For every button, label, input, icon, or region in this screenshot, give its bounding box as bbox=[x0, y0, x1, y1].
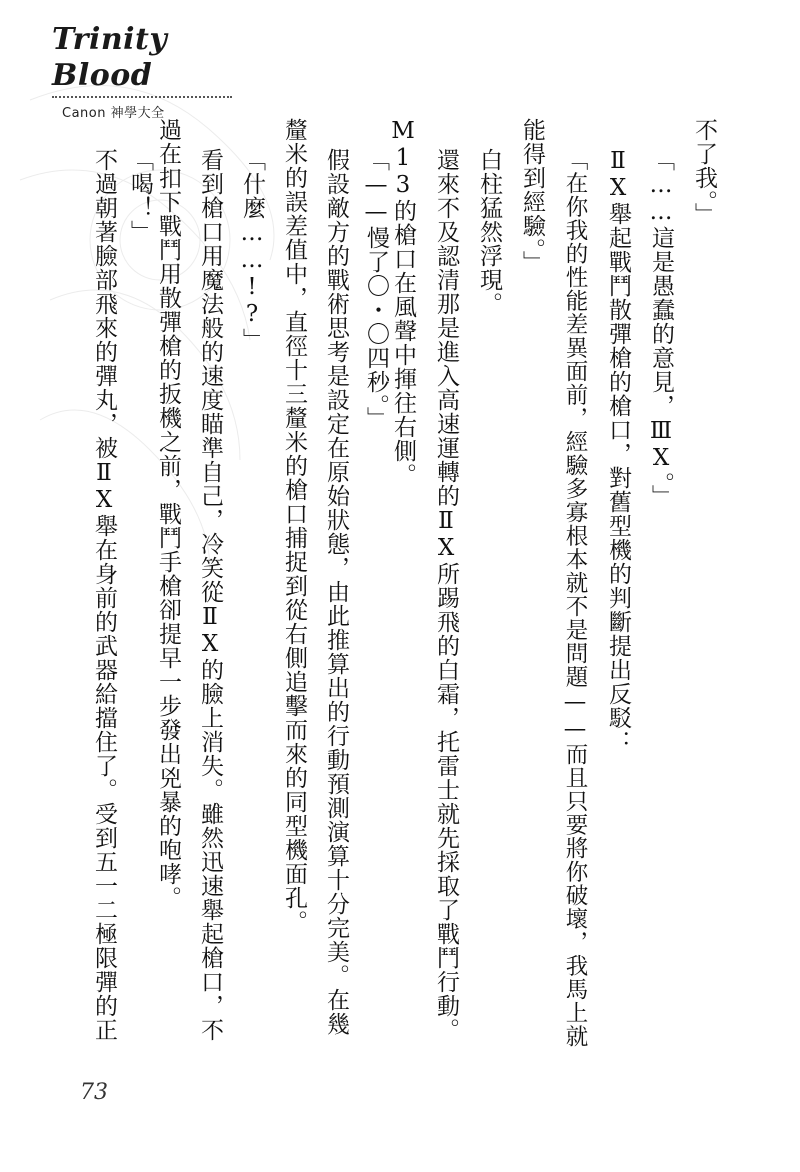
series-subtitle: Canon 神學大全 bbox=[62, 106, 165, 121]
text-line: 看到槍口用魔法般的速度瞄準自己，冷笑從ⅡX的臉上消失。雖然迅速舉起槍口，不 bbox=[197, 148, 223, 1042]
text-line: 白柱猛然浮現。 bbox=[476, 148, 502, 316]
text-line: 「……這是愚蠢的意見，ⅢX。」 bbox=[648, 148, 674, 509]
running-header bbox=[52, 22, 242, 121]
text-line: 「什麼……!?」 bbox=[239, 148, 265, 352]
header-divider bbox=[52, 96, 232, 98]
text-line: 能得到經驗。」 bbox=[519, 118, 545, 275]
text-line: M13的槍口在風聲中揮往右側。 bbox=[390, 118, 416, 487]
series-title: Trinity Blood bbox=[52, 22, 168, 93]
text-line: 還來不及認清那是進入高速運轉的ⅡX所踢飛的白霜，托雷士就先採取了戰鬥行動。 bbox=[433, 148, 459, 1042]
page-number: 73 bbox=[80, 1080, 108, 1105]
text-line: 「——慢了〇・〇四秒。」 bbox=[363, 148, 389, 431]
text-line: 不了我。」 bbox=[691, 118, 717, 227]
text-line: 過在扣下戰鬥用散彈槍的扳機之前，戰鬥手槍卻提早一步發出兇暴的咆哮。 bbox=[155, 118, 181, 910]
text-line: 假設敵方的戰術思考是設定在原始狀態，由此推算出的行動預測演算十分完美。在幾 bbox=[323, 148, 349, 1036]
text-line: ⅡX舉起戰鬥散彈槍的槍口，對舊型機的判斷提出反駁： bbox=[605, 148, 631, 754]
text-line: 「在你我的性能差異面前，經驗多寡根本就不是問題——而且只要將你破壞，我馬上就 bbox=[562, 148, 588, 1048]
text-line: 「喝！」 bbox=[127, 148, 153, 244]
text-line: 不過朝著臉部飛來的彈丸，被ⅡX舉在身前的武器給擋住了。受到五一二極限彈的正 bbox=[91, 148, 117, 1042]
text-line: 釐米的誤差值中，直徑十三釐米的槍口捕捉到從右側追擊而來的同型機面孔。 bbox=[281, 118, 307, 934]
